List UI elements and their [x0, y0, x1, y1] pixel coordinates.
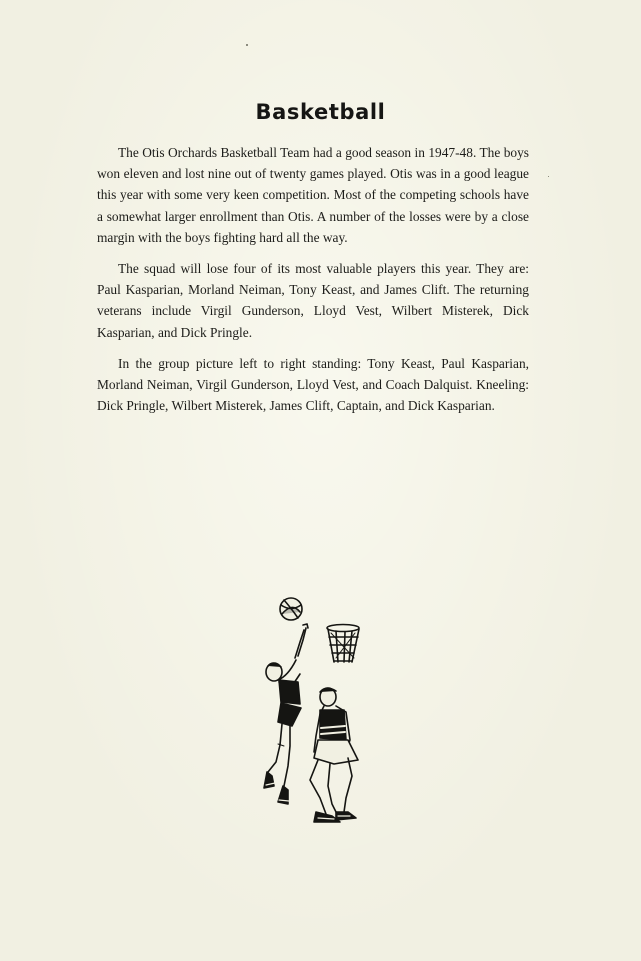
- paragraph-group-picture: In the group picture left to right standing: Tony Keast, Paul Kasparian, Morland Neiman, Virgil Gunderson, Lloyd Vest, and Coach Dalquist. Kneeling: Dick Pringle, Wilbert Misterek, James Clift, Captain, and Dick Kasparian.: [97, 355, 529, 414]
- basketball-icon: [280, 598, 302, 620]
- jumping-player-figure: [264, 624, 308, 804]
- article-body: [97, 142, 529, 426]
- paper-fleck: [548, 176, 549, 177]
- defending-player-figure: [310, 688, 358, 822]
- paper-fleck: [246, 44, 248, 46]
- page-title: Basketball: [255, 100, 386, 124]
- paragraph-roster: The squad will lose four of its most valuable players this year. They are: Paul Kasparian, Morland Neiman, Tony Keast, and James Clift. The returning veterans include Virgil Gunderson, Lloyd Vest, Wilbert Misterek, Dick Kasparian, and Dick Pringle.: [97, 261, 529, 340]
- basketball-hoop-icon: [327, 625, 359, 663]
- basketball-players-illustration: [248, 590, 378, 840]
- paragraph-season-summary: The Otis Orchards Basketball Team had a good season in 1947-48. The boys won eleven and lost nine out of twenty games played. Otis was in a good league this year with some very keen competition. Most of the competing schools have a somewhat larger enrollment than Otis. A number of the losses were by a close margin with the boys fighting hard all the way.: [97, 145, 529, 245]
